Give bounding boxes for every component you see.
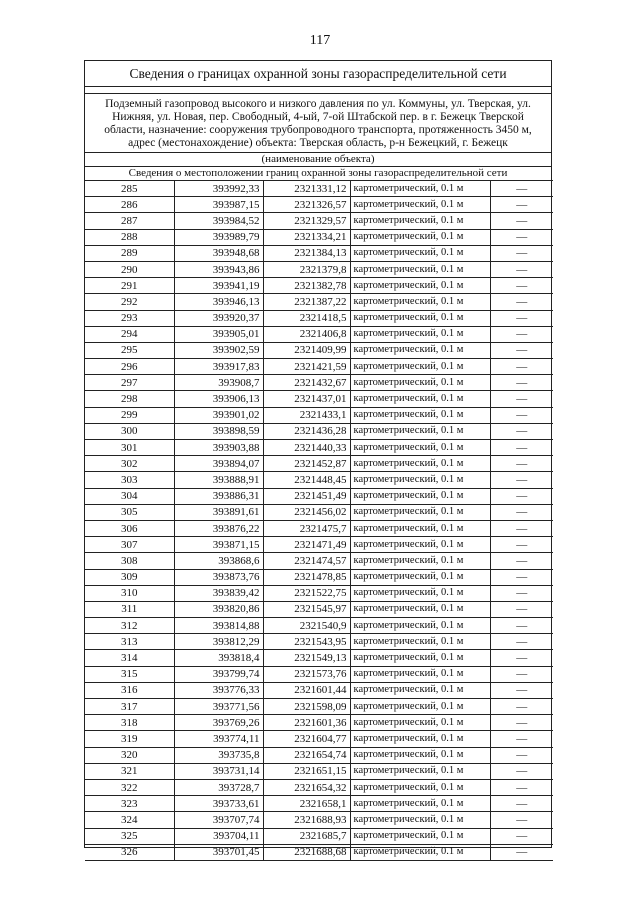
x-coordinate-cell: 393920,37 bbox=[174, 310, 263, 326]
method-accuracy-cell: картометрический, 0.1 м bbox=[350, 375, 490, 391]
point-number-cell: 326 bbox=[85, 844, 174, 860]
table-row bbox=[85, 796, 553, 812]
point-number-cell: 317 bbox=[85, 699, 174, 715]
note-cell: — bbox=[490, 747, 553, 763]
point-number-cell: 316 bbox=[85, 682, 174, 698]
y-coordinate-cell: 2321598,09 bbox=[263, 699, 350, 715]
point-number-cell: 325 bbox=[85, 828, 174, 844]
y-coordinate-cell: 2321540,9 bbox=[263, 618, 350, 634]
x-coordinate-cell: 393908,7 bbox=[174, 375, 263, 391]
table-row bbox=[85, 375, 553, 391]
point-number-cell: 307 bbox=[85, 537, 174, 553]
x-coordinate-cell: 393905,01 bbox=[174, 326, 263, 342]
method-accuracy-cell: картометрический, 0.1 м bbox=[350, 456, 490, 472]
y-coordinate-cell: 2321654,32 bbox=[263, 779, 350, 795]
note-cell: — bbox=[490, 731, 553, 747]
table-row bbox=[85, 537, 553, 553]
note-cell: — bbox=[490, 650, 553, 666]
y-coordinate-cell: 2321436,28 bbox=[263, 423, 350, 439]
y-coordinate-cell: 2321456,02 bbox=[263, 504, 350, 520]
note-cell: — bbox=[490, 715, 553, 731]
note-cell: — bbox=[490, 456, 553, 472]
x-coordinate-cell: 393873,76 bbox=[174, 569, 263, 585]
method-accuracy-cell: картометрический, 0.1 м bbox=[350, 747, 490, 763]
x-coordinate-cell: 393701,45 bbox=[174, 844, 263, 860]
x-coordinate-cell: 393987,15 bbox=[174, 197, 263, 213]
object-description-box bbox=[85, 93, 551, 152]
y-coordinate-cell: 2321522,75 bbox=[263, 585, 350, 601]
table-row bbox=[85, 715, 553, 731]
note-cell: — bbox=[490, 181, 553, 197]
method-accuracy-cell: картометрический, 0.1 м bbox=[350, 796, 490, 812]
note-cell: — bbox=[490, 213, 553, 229]
table-row bbox=[85, 488, 553, 504]
note-cell: — bbox=[490, 245, 553, 261]
point-number-cell: 313 bbox=[85, 634, 174, 650]
method-accuracy-cell: картометрический, 0.1 м bbox=[350, 844, 490, 860]
point-number-cell: 299 bbox=[85, 407, 174, 423]
method-accuracy-cell: картометрический, 0.1 м bbox=[350, 423, 490, 439]
x-coordinate-cell: 393868,6 bbox=[174, 553, 263, 569]
x-coordinate-cell: 393776,33 bbox=[174, 682, 263, 698]
x-coordinate-cell: 393989,79 bbox=[174, 229, 263, 245]
method-accuracy-cell: картометрический, 0.1 м bbox=[350, 828, 490, 844]
method-accuracy-cell: картометрический, 0.1 м bbox=[350, 245, 490, 261]
method-accuracy-cell: картометрический, 0.1 м bbox=[350, 342, 490, 358]
y-coordinate-cell: 2321448,45 bbox=[263, 472, 350, 488]
section-header: Сведения о местоположении границ охранной зоны газораспределительной сети bbox=[85, 166, 551, 180]
point-number-cell: 305 bbox=[85, 504, 174, 520]
table-row bbox=[85, 229, 553, 245]
y-coordinate-cell: 2321440,33 bbox=[263, 440, 350, 456]
document-frame bbox=[84, 60, 552, 859]
method-accuracy-cell: картометрический, 0.1 м bbox=[350, 731, 490, 747]
point-number-cell: 286 bbox=[85, 197, 174, 213]
note-cell: — bbox=[490, 520, 553, 536]
note-cell: — bbox=[490, 844, 553, 860]
y-coordinate-cell: 2321601,36 bbox=[263, 715, 350, 731]
table-row bbox=[85, 585, 553, 601]
method-accuracy-cell: картометрический, 0.1 м bbox=[350, 569, 490, 585]
point-number-cell: 306 bbox=[85, 520, 174, 536]
object-description: Подземный газопровод высокого и низкого давления по ул. Коммуны, ул. Тверская, ул. Нижняя, ул. Новая, пер. Свободный, 4-ый, 7-ой Штабской пер. в г. Бежецк Тверской области, назначение: сооружения трубопроводного транспорта, протяженность 3450 м, адрес (местонахождение) объекта: Тверская область, р-н Бежецкий, г. Бежецк bbox=[104, 98, 532, 149]
table-row bbox=[85, 423, 553, 439]
x-coordinate-cell: 393901,02 bbox=[174, 407, 263, 423]
x-coordinate-cell: 393771,56 bbox=[174, 699, 263, 715]
y-coordinate-cell: 2321549,13 bbox=[263, 650, 350, 666]
method-accuracy-cell: картометрический, 0.1 м bbox=[350, 585, 490, 601]
table-row bbox=[85, 245, 553, 261]
table-row bbox=[85, 618, 553, 634]
note-cell: — bbox=[490, 504, 553, 520]
x-coordinate-cell: 393839,42 bbox=[174, 585, 263, 601]
method-accuracy-cell: картометрический, 0.1 м bbox=[350, 682, 490, 698]
y-coordinate-cell: 2321654,74 bbox=[263, 747, 350, 763]
note-cell: — bbox=[490, 537, 553, 553]
method-accuracy-cell: картометрический, 0.1 м bbox=[350, 763, 490, 779]
x-coordinate-cell: 393888,91 bbox=[174, 472, 263, 488]
point-number-cell: 285 bbox=[85, 181, 174, 197]
table-row bbox=[85, 197, 553, 213]
table-row bbox=[85, 181, 553, 197]
x-coordinate-cell: 393943,86 bbox=[174, 261, 263, 277]
note-cell: — bbox=[490, 197, 553, 213]
point-number-cell: 315 bbox=[85, 666, 174, 682]
note-cell: — bbox=[490, 601, 553, 617]
point-number-cell: 319 bbox=[85, 731, 174, 747]
y-coordinate-cell: 2321331,12 bbox=[263, 181, 350, 197]
point-number-cell: 292 bbox=[85, 294, 174, 310]
table-row bbox=[85, 342, 553, 358]
table-row bbox=[85, 650, 553, 666]
note-cell: — bbox=[490, 666, 553, 682]
y-coordinate-cell: 2321451,49 bbox=[263, 488, 350, 504]
note-cell: — bbox=[490, 294, 553, 310]
method-accuracy-cell: картометрический, 0.1 м bbox=[350, 812, 490, 828]
method-accuracy-cell: картометрический, 0.1 м bbox=[350, 699, 490, 715]
y-coordinate-cell: 2321387,22 bbox=[263, 294, 350, 310]
point-number-cell: 287 bbox=[85, 213, 174, 229]
point-number-cell: 288 bbox=[85, 229, 174, 245]
point-number-cell: 324 bbox=[85, 812, 174, 828]
note-cell: — bbox=[490, 828, 553, 844]
table-row bbox=[85, 828, 553, 844]
table-row bbox=[85, 278, 553, 294]
x-coordinate-cell: 393941,19 bbox=[174, 278, 263, 294]
point-number-cell: 320 bbox=[85, 747, 174, 763]
point-number-cell: 310 bbox=[85, 585, 174, 601]
x-coordinate-cell: 393820,86 bbox=[174, 601, 263, 617]
note-cell: — bbox=[490, 569, 553, 585]
table-row bbox=[85, 213, 553, 229]
method-accuracy-cell: картометрический, 0.1 м bbox=[350, 634, 490, 650]
point-number-cell: 303 bbox=[85, 472, 174, 488]
y-coordinate-cell: 2321471,49 bbox=[263, 537, 350, 553]
method-accuracy-cell: картометрический, 0.1 м bbox=[350, 601, 490, 617]
point-number-cell: 309 bbox=[85, 569, 174, 585]
method-accuracy-cell: картометрический, 0.1 м bbox=[350, 779, 490, 795]
x-coordinate-cell: 393871,15 bbox=[174, 537, 263, 553]
table-row bbox=[85, 440, 553, 456]
method-accuracy-cell: картометрический, 0.1 м bbox=[350, 666, 490, 682]
method-accuracy-cell: картометрический, 0.1 м bbox=[350, 359, 490, 375]
y-coordinate-cell: 2321543,95 bbox=[263, 634, 350, 650]
x-coordinate-cell: 393728,7 bbox=[174, 779, 263, 795]
point-number-cell: 296 bbox=[85, 359, 174, 375]
table-row bbox=[85, 261, 553, 277]
x-coordinate-cell: 393948,68 bbox=[174, 245, 263, 261]
y-coordinate-cell: 2321688,68 bbox=[263, 844, 350, 860]
note-cell: — bbox=[490, 229, 553, 245]
x-coordinate-cell: 393774,11 bbox=[174, 731, 263, 747]
x-coordinate-cell: 393707,74 bbox=[174, 812, 263, 828]
method-accuracy-cell: картометрический, 0.1 м bbox=[350, 391, 490, 407]
point-number-cell: 308 bbox=[85, 553, 174, 569]
point-number-cell: 302 bbox=[85, 456, 174, 472]
y-coordinate-cell: 2321433,1 bbox=[263, 407, 350, 423]
y-coordinate-cell: 2321432,67 bbox=[263, 375, 350, 391]
note-cell: — bbox=[490, 779, 553, 795]
point-number-cell: 323 bbox=[85, 796, 174, 812]
table-row bbox=[85, 682, 553, 698]
x-coordinate-cell: 393704,11 bbox=[174, 828, 263, 844]
note-cell: — bbox=[490, 472, 553, 488]
table-row bbox=[85, 601, 553, 617]
method-accuracy-cell: картометрический, 0.1 м bbox=[350, 488, 490, 504]
table-row bbox=[85, 391, 553, 407]
y-coordinate-cell: 2321658,1 bbox=[263, 796, 350, 812]
note-cell: — bbox=[490, 423, 553, 439]
object-name-caption: (наименование объекта) bbox=[85, 152, 551, 166]
table-row bbox=[85, 553, 553, 569]
note-cell: — bbox=[490, 812, 553, 828]
y-coordinate-cell: 2321478,85 bbox=[263, 569, 350, 585]
method-accuracy-cell: картометрический, 0.1 м bbox=[350, 213, 490, 229]
table-row bbox=[85, 666, 553, 682]
y-coordinate-cell: 2321601,44 bbox=[263, 682, 350, 698]
table-row bbox=[85, 747, 553, 763]
point-number-cell: 321 bbox=[85, 763, 174, 779]
method-accuracy-cell: картометрический, 0.1 м bbox=[350, 310, 490, 326]
table-row bbox=[85, 731, 553, 747]
y-coordinate-cell: 2321418,5 bbox=[263, 310, 350, 326]
point-number-cell: 290 bbox=[85, 261, 174, 277]
note-cell: — bbox=[490, 375, 553, 391]
point-number-cell: 298 bbox=[85, 391, 174, 407]
y-coordinate-cell: 2321329,57 bbox=[263, 213, 350, 229]
method-accuracy-cell: картометрический, 0.1 м bbox=[350, 278, 490, 294]
note-cell: — bbox=[490, 278, 553, 294]
y-coordinate-cell: 2321545,97 bbox=[263, 601, 350, 617]
note-cell: — bbox=[490, 699, 553, 715]
point-number-cell: 311 bbox=[85, 601, 174, 617]
x-coordinate-cell: 393735,8 bbox=[174, 747, 263, 763]
point-number-cell: 314 bbox=[85, 650, 174, 666]
coordinates-table bbox=[85, 180, 553, 861]
note-cell: — bbox=[490, 261, 553, 277]
table-row bbox=[85, 812, 553, 828]
point-number-cell: 300 bbox=[85, 423, 174, 439]
method-accuracy-cell: картометрический, 0.1 м bbox=[350, 537, 490, 553]
y-coordinate-cell: 2321604,77 bbox=[263, 731, 350, 747]
x-coordinate-cell: 393903,88 bbox=[174, 440, 263, 456]
method-accuracy-cell: картометрический, 0.1 м bbox=[350, 715, 490, 731]
table-row bbox=[85, 407, 553, 423]
method-accuracy-cell: картометрический, 0.1 м bbox=[350, 229, 490, 245]
note-cell: — bbox=[490, 391, 553, 407]
point-number-cell: 293 bbox=[85, 310, 174, 326]
table-row bbox=[85, 456, 553, 472]
note-cell: — bbox=[490, 618, 553, 634]
note-cell: — bbox=[490, 585, 553, 601]
point-number-cell: 322 bbox=[85, 779, 174, 795]
y-coordinate-cell: 2321379,8 bbox=[263, 261, 350, 277]
point-number-cell: 291 bbox=[85, 278, 174, 294]
point-number-cell: 289 bbox=[85, 245, 174, 261]
note-cell: — bbox=[490, 440, 553, 456]
y-coordinate-cell: 2321384,13 bbox=[263, 245, 350, 261]
page-number: 117 bbox=[309, 33, 331, 48]
method-accuracy-cell: картометрический, 0.1 м bbox=[350, 294, 490, 310]
y-coordinate-cell: 2321573,76 bbox=[263, 666, 350, 682]
method-accuracy-cell: картометрический, 0.1 м bbox=[350, 440, 490, 456]
note-cell: — bbox=[490, 407, 553, 423]
point-number-cell: 318 bbox=[85, 715, 174, 731]
table-row bbox=[85, 844, 553, 860]
method-accuracy-cell: картометрический, 0.1 м bbox=[350, 197, 490, 213]
method-accuracy-cell: картометрический, 0.1 м bbox=[350, 520, 490, 536]
x-coordinate-cell: 393733,61 bbox=[174, 796, 263, 812]
y-coordinate-cell: 2321688,93 bbox=[263, 812, 350, 828]
x-coordinate-cell: 393799,74 bbox=[174, 666, 263, 682]
x-coordinate-cell: 393891,61 bbox=[174, 504, 263, 520]
y-coordinate-cell: 2321437,01 bbox=[263, 391, 350, 407]
note-cell: — bbox=[490, 553, 553, 569]
table-row bbox=[85, 763, 553, 779]
note-cell: — bbox=[490, 342, 553, 358]
note-cell: — bbox=[490, 634, 553, 650]
x-coordinate-cell: 393906,13 bbox=[174, 391, 263, 407]
method-accuracy-cell: картометрический, 0.1 м bbox=[350, 261, 490, 277]
y-coordinate-cell: 2321409,99 bbox=[263, 342, 350, 358]
x-coordinate-cell: 393886,31 bbox=[174, 488, 263, 504]
point-number-cell: 301 bbox=[85, 440, 174, 456]
x-coordinate-cell: 393731,14 bbox=[174, 763, 263, 779]
note-cell: — bbox=[490, 326, 553, 342]
point-number-cell: 295 bbox=[85, 342, 174, 358]
note-cell: — bbox=[490, 796, 553, 812]
y-coordinate-cell: 2321651,15 bbox=[263, 763, 350, 779]
x-coordinate-cell: 393898,59 bbox=[174, 423, 263, 439]
method-accuracy-cell: картометрический, 0.1 м bbox=[350, 618, 490, 634]
table-row bbox=[85, 699, 553, 715]
table-row bbox=[85, 294, 553, 310]
method-accuracy-cell: картометрический, 0.1 м bbox=[350, 504, 490, 520]
y-coordinate-cell: 2321326,57 bbox=[263, 197, 350, 213]
method-accuracy-cell: картометрический, 0.1 м bbox=[350, 553, 490, 569]
point-number-cell: 304 bbox=[85, 488, 174, 504]
table-row bbox=[85, 359, 553, 375]
y-coordinate-cell: 2321475,7 bbox=[263, 520, 350, 536]
x-coordinate-cell: 393818,4 bbox=[174, 650, 263, 666]
note-cell: — bbox=[490, 763, 553, 779]
x-coordinate-cell: 393992,33 bbox=[174, 181, 263, 197]
y-coordinate-cell: 2321406,8 bbox=[263, 326, 350, 342]
x-coordinate-cell: 393984,52 bbox=[174, 213, 263, 229]
table-row bbox=[85, 504, 553, 520]
y-coordinate-cell: 2321421,59 bbox=[263, 359, 350, 375]
y-coordinate-cell: 2321334,21 bbox=[263, 229, 350, 245]
note-cell: — bbox=[490, 359, 553, 375]
table-row bbox=[85, 310, 553, 326]
x-coordinate-cell: 393946,13 bbox=[174, 294, 263, 310]
y-coordinate-cell: 2321382,78 bbox=[263, 278, 350, 294]
point-number-cell: 297 bbox=[85, 375, 174, 391]
method-accuracy-cell: картометрический, 0.1 м bbox=[350, 650, 490, 666]
y-coordinate-cell: 2321685,7 bbox=[263, 828, 350, 844]
table-row bbox=[85, 326, 553, 342]
x-coordinate-cell: 393917,83 bbox=[174, 359, 263, 375]
table-row bbox=[85, 779, 553, 795]
note-cell: — bbox=[490, 682, 553, 698]
x-coordinate-cell: 393894,07 bbox=[174, 456, 263, 472]
x-coordinate-cell: 393769,26 bbox=[174, 715, 263, 731]
method-accuracy-cell: картометрический, 0.1 м bbox=[350, 407, 490, 423]
method-accuracy-cell: картометрический, 0.1 м bbox=[350, 472, 490, 488]
point-number-cell: 312 bbox=[85, 618, 174, 634]
document-title: Сведения о границах охранной зоны газораспределительной сети bbox=[85, 61, 551, 87]
table-row bbox=[85, 569, 553, 585]
method-accuracy-cell: картометрический, 0.1 м bbox=[350, 181, 490, 197]
x-coordinate-cell: 393812,29 bbox=[174, 634, 263, 650]
x-coordinate-cell: 393876,22 bbox=[174, 520, 263, 536]
note-cell: — bbox=[490, 488, 553, 504]
table-row bbox=[85, 472, 553, 488]
point-number-cell: 294 bbox=[85, 326, 174, 342]
note-cell: — bbox=[490, 310, 553, 326]
method-accuracy-cell: картометрический, 0.1 м bbox=[350, 326, 490, 342]
y-coordinate-cell: 2321452,87 bbox=[263, 456, 350, 472]
table-row bbox=[85, 520, 553, 536]
table-row bbox=[85, 634, 553, 650]
y-coordinate-cell: 2321474,57 bbox=[263, 553, 350, 569]
x-coordinate-cell: 393902,59 bbox=[174, 342, 263, 358]
x-coordinate-cell: 393814,88 bbox=[174, 618, 263, 634]
